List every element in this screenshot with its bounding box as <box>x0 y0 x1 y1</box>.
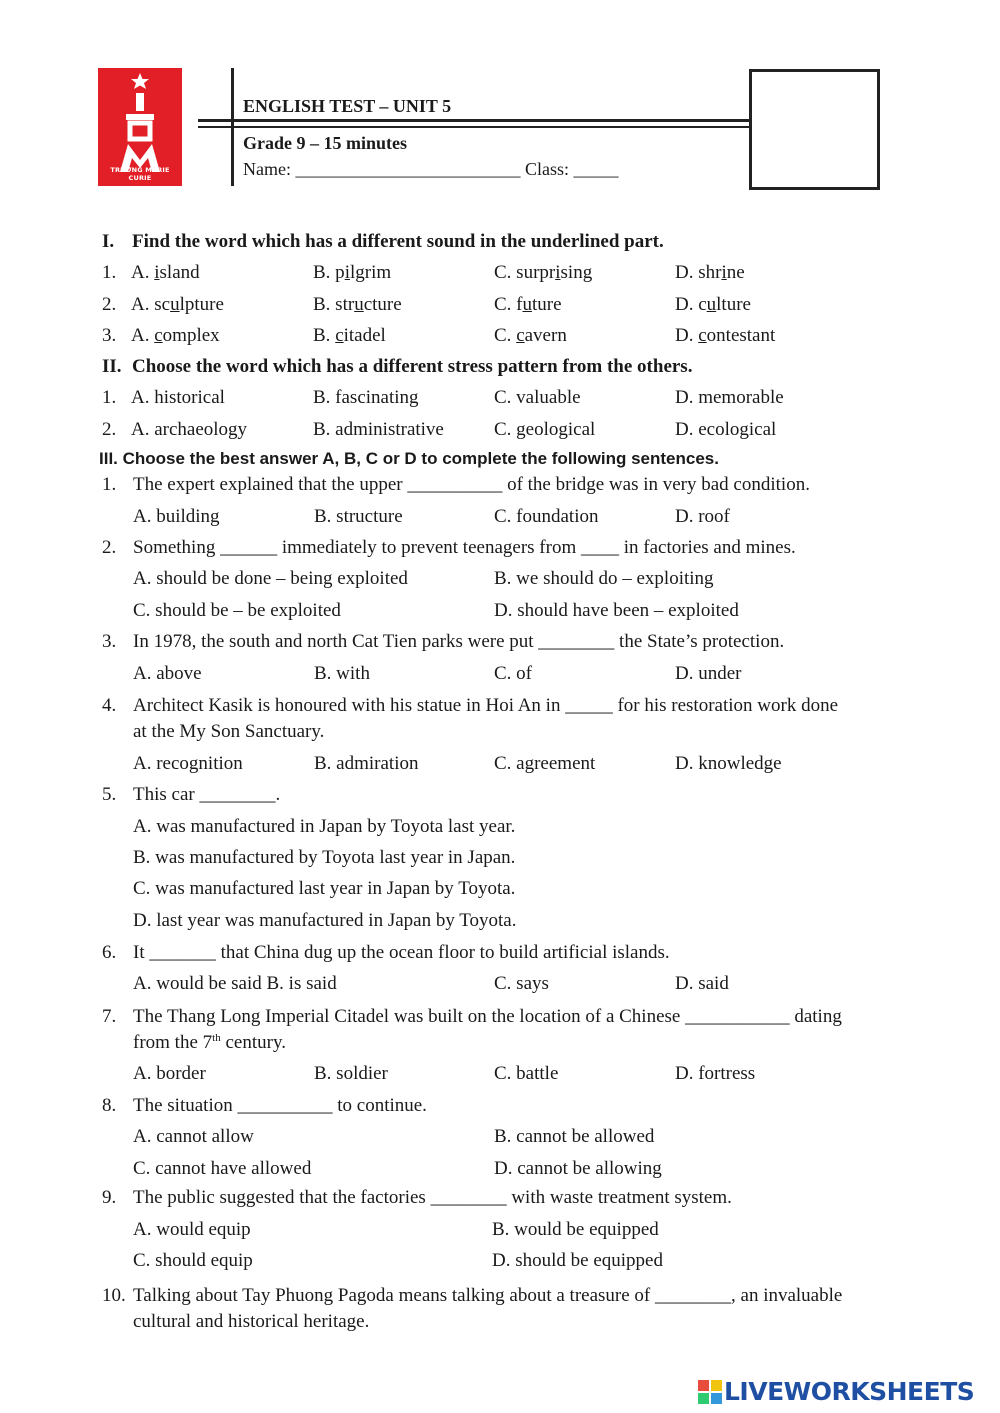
answer-option[interactable]: D. under <box>675 663 742 684</box>
answer-option[interactable]: A. border <box>133 1063 206 1084</box>
answer-option[interactable]: A. was manufactured in Japan by Toyota last year. <box>133 816 516 837</box>
header-divider-horizontal-2 <box>198 126 750 128</box>
answer-option[interactable]: B. was manufactured by Toyota last year in Japan. <box>133 847 516 868</box>
answer-option[interactable]: B. administrative <box>313 419 444 440</box>
question-number: 5. <box>102 784 117 805</box>
question-text: In 1978, the south and north Cat Tien parks were put ________ the State’s protection. <box>133 631 785 652</box>
answer-option[interactable]: C. battle <box>494 1063 559 1084</box>
section-1-heading <box>102 231 664 253</box>
school-logo <box>98 68 182 186</box>
question-number: 3. <box>102 325 117 346</box>
question-number: 4. <box>102 695 117 716</box>
section-2-number: II. <box>102 356 122 377</box>
answer-option[interactable]: A. island <box>131 262 200 283</box>
question-text: It _______ that China dug up the ocean floor to build artificial islands. <box>133 942 670 963</box>
answer-option[interactable]: A. would be said B. is said <box>133 973 337 994</box>
question-text: The situation __________ to continue. <box>133 1095 427 1116</box>
question-text: The public suggested that the factories ________ with waste treatment system. <box>133 1187 732 1208</box>
question-number: 2. <box>102 294 117 315</box>
section-1-number: I. <box>102 231 115 252</box>
section-2-title: Choose the word which has a different stress pattern from the others. <box>132 356 693 377</box>
answer-option[interactable]: A. cannot allow <box>133 1126 254 1147</box>
answer-option[interactable]: C. future <box>494 294 562 315</box>
answer-option[interactable]: C. of <box>494 663 532 684</box>
answer-option[interactable]: B. with <box>314 663 370 684</box>
test-title: ENGLISH TEST – UNIT 5 <box>243 96 452 116</box>
answer-option[interactable]: B. structure <box>313 294 402 315</box>
answer-option[interactable]: D. culture <box>675 294 751 315</box>
answer-option[interactable]: A. archaeology <box>131 419 248 440</box>
answer-option[interactable]: D. memorable <box>675 387 784 408</box>
section-1-title: Find the word which has a different sound in the underlined part. <box>132 231 664 252</box>
answer-option[interactable]: C. says <box>494 973 549 994</box>
question-text-continued: from the 7th century. <box>133 1032 286 1053</box>
answer-option[interactable]: B. admiration <box>314 753 419 774</box>
grade-line: Grade 9 – 15 minutes <box>243 133 407 153</box>
question-number: 1. <box>102 474 117 495</box>
answer-option[interactable]: C. valuable <box>494 387 581 408</box>
answer-option[interactable]: C. surprising <box>494 262 593 283</box>
answer-option[interactable]: A. would equip <box>133 1219 251 1240</box>
answer-option[interactable]: C. cavern <box>494 325 567 346</box>
logo-text: TRƯỜNG MARIE CURIE <box>110 166 170 182</box>
question-number: 8. <box>102 1095 117 1116</box>
question-number: 1. <box>102 387 117 408</box>
question-number: 2. <box>102 537 117 558</box>
question-text: Architect Kasik is honoured with his statue in Hoi An in _____ for his restoration work done <box>133 695 839 716</box>
answer-option[interactable]: B. cannot be allowed <box>494 1126 655 1147</box>
answer-option[interactable]: B. we should do – exploiting <box>494 568 714 589</box>
question-number: 9. <box>102 1187 117 1208</box>
question-text-continued: at the My Son Sanctuary. <box>133 721 325 742</box>
answer-option[interactable]: A. building <box>133 506 220 527</box>
answer-option[interactable]: D. contestant <box>675 325 776 346</box>
score-box <box>749 69 880 190</box>
answer-option[interactable]: B. pilgrim <box>313 262 392 283</box>
answer-option[interactable]: B. citadel <box>313 325 386 346</box>
liveworksheets-logo-icon <box>698 1380 722 1404</box>
question-number: 10. <box>102 1285 126 1306</box>
answer-option[interactable]: A. recognition <box>133 753 243 774</box>
answer-option[interactable]: D. should be equipped <box>492 1250 663 1271</box>
answer-option[interactable]: D. ecological <box>675 419 777 440</box>
question-number: 3. <box>102 631 117 652</box>
answer-option[interactable]: D. shrine <box>675 262 745 283</box>
answer-option[interactable]: D. roof <box>675 506 730 527</box>
name-class-line: Name: _________________________ Class: _____ <box>243 159 619 179</box>
answer-option[interactable]: D. last year was manufactured in Japan by Toyota. <box>133 910 517 931</box>
question-number: 7. <box>102 1006 117 1027</box>
answer-option[interactable]: B. soldier <box>314 1063 388 1084</box>
answer-option[interactable]: A. sculpture <box>131 294 224 315</box>
question-text: Talking about Tay Phuong Pagoda means talking about a treasure of ________, an invaluable <box>133 1285 843 1306</box>
question-text: This car ________. <box>133 784 281 805</box>
answer-option[interactable]: C. should equip <box>133 1250 253 1271</box>
answer-option[interactable]: A. historical <box>131 387 225 408</box>
answer-option[interactable]: D. knowledge <box>675 753 782 774</box>
answer-option[interactable]: B. would be equipped <box>492 1219 659 1240</box>
answer-option[interactable]: D. should have been – exploited <box>494 600 739 621</box>
answer-option[interactable]: C. should be – be exploited <box>133 600 341 621</box>
question-text: Something ______ immediately to prevent teenagers from ____ in factories and mines. <box>133 537 796 558</box>
watermark-text: LIVEWORKSHEETS <box>724 1377 975 1406</box>
section-2-heading <box>102 356 692 378</box>
question-text: The Thang Long Imperial Citadel was built on the location of a Chinese ___________ dating <box>133 1006 842 1027</box>
section-3-heading: III. Choose the best answer A, B, C or D to complete the following sentences. <box>99 449 719 468</box>
answer-option[interactable]: D. said <box>675 973 729 994</box>
answer-option[interactable]: A. should be done – being exploited <box>133 568 408 589</box>
answer-option[interactable]: D. fortress <box>675 1063 756 1084</box>
answer-option[interactable]: B. structure <box>314 506 403 527</box>
answer-option[interactable]: C. foundation <box>494 506 599 527</box>
question-number: 6. <box>102 942 117 963</box>
answer-option[interactable]: A. above <box>133 663 202 684</box>
answer-option[interactable]: C. geological <box>494 419 596 440</box>
question-number: 2. <box>102 419 117 440</box>
answer-option[interactable]: C. was manufactured last year in Japan by Toyota. <box>133 878 516 899</box>
question-number: 1. <box>102 262 117 283</box>
answer-option[interactable]: C. cannot have allowed <box>133 1158 312 1179</box>
question-text: The expert explained that the upper __________ of the bridge was in very bad condition. <box>133 474 810 495</box>
header-divider-horizontal <box>198 119 750 122</box>
question-text-continued: cultural and historical heritage. <box>133 1311 370 1332</box>
answer-option[interactable]: D. cannot be allowing <box>494 1158 662 1179</box>
answer-option[interactable]: B. fascinating <box>313 387 419 408</box>
answer-option[interactable]: C. agreement <box>494 753 596 774</box>
answer-option[interactable]: A. complex <box>131 325 220 346</box>
